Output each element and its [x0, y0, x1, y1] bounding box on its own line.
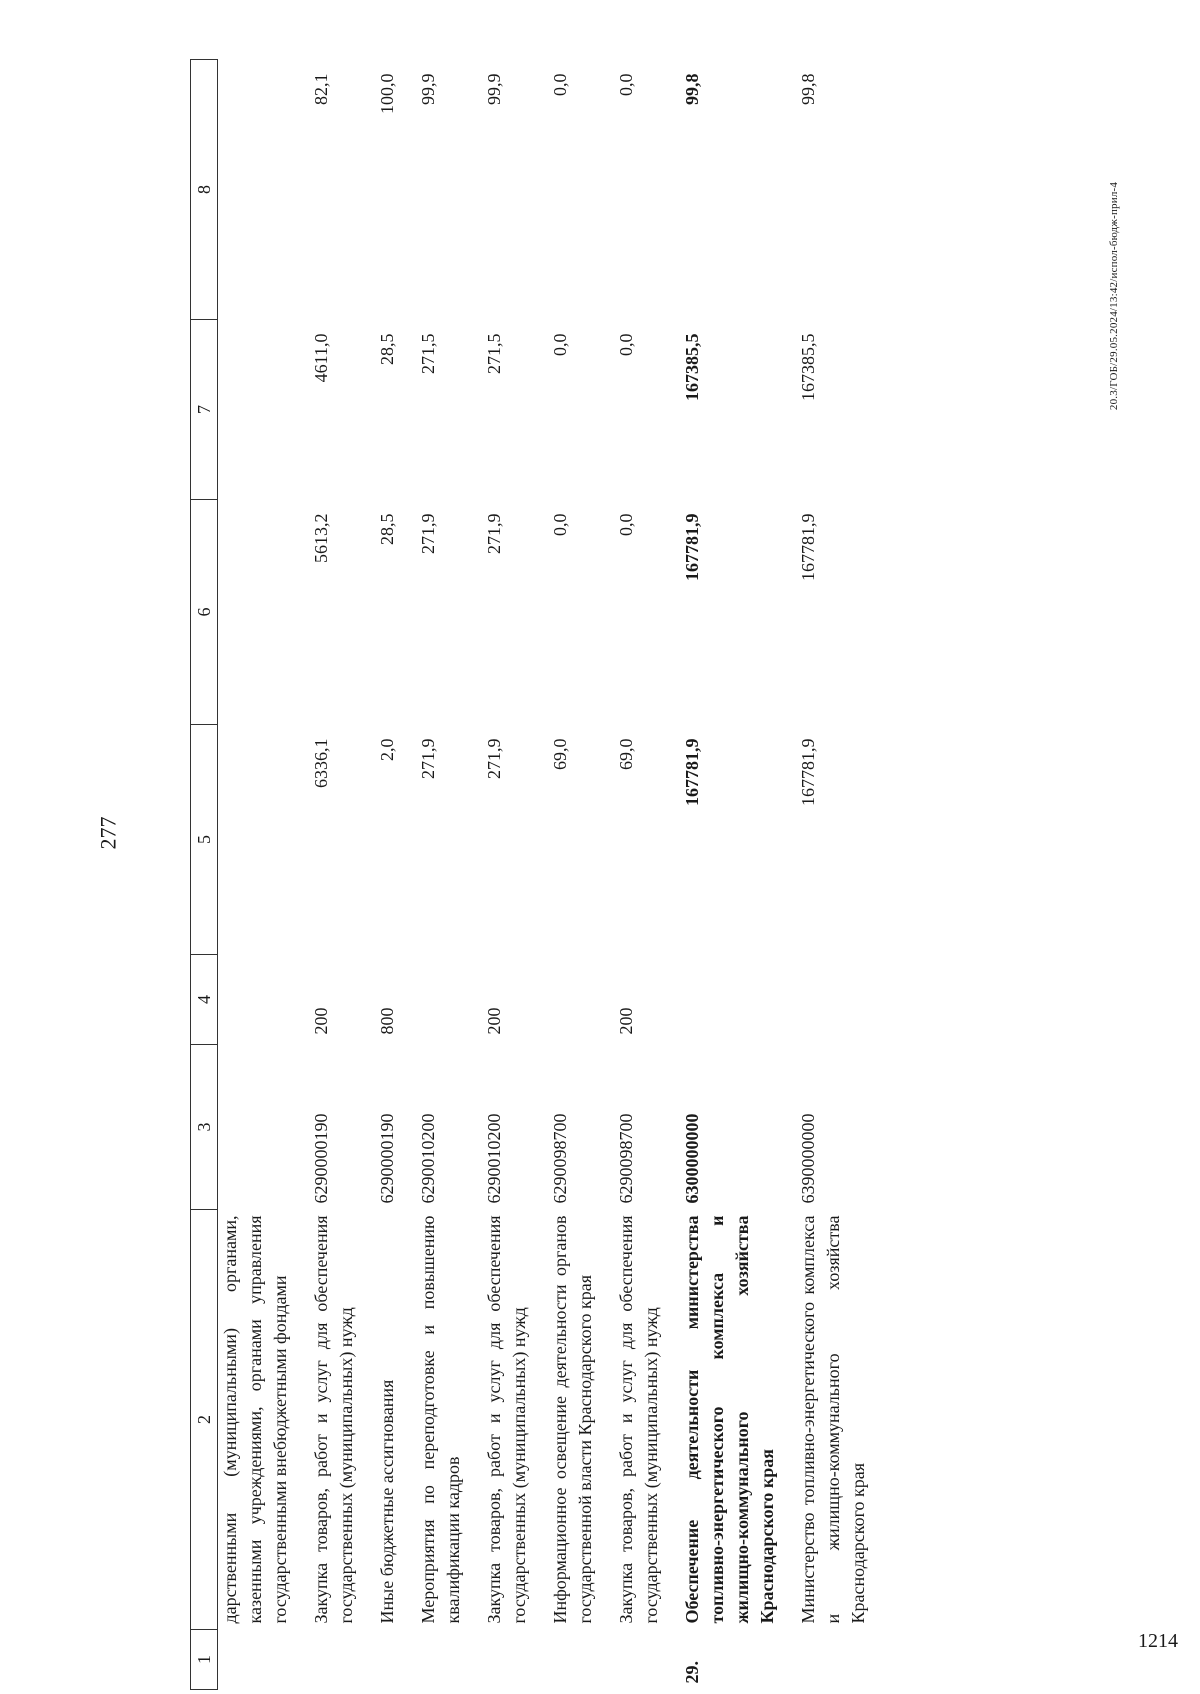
row-code: 6290000190: [377, 1113, 397, 1204]
row-description: Закупка товаров, работ и услуг для обеспечения государственных (муниципальных) нужд: [484, 1215, 529, 1624]
row-col-7: [218, 320, 304, 500]
table-row-section-total: [674, 60, 790, 1690]
header-col-5: 5: [191, 725, 218, 955]
row-expense-type: 200: [616, 1007, 636, 1035]
row-code: 6290098700: [550, 1113, 570, 1204]
row-expense-type: [410, 955, 476, 1045]
row-col-8: 99,8: [682, 73, 702, 105]
row-expense-type: [542, 955, 608, 1045]
row-col-7: 28,5: [377, 333, 397, 365]
row-col-6: 5613,2: [311, 513, 331, 563]
row-number: [369, 1630, 410, 1690]
header-row: [191, 60, 218, 1690]
row-col-5: 271,9: [484, 738, 504, 779]
table-row: [410, 60, 476, 1690]
row-col-8: 99,9: [418, 73, 438, 105]
row-col-6: 167781,9: [682, 513, 702, 581]
page-number-bottom: 1214: [1138, 1630, 1178, 1652]
row-expense-type: [674, 955, 790, 1045]
header-col-4: 4: [191, 955, 218, 1045]
rotated-table-area: [190, 60, 1200, 1690]
row-code: 6300000000: [682, 1113, 702, 1204]
table-row: [542, 60, 608, 1690]
header-col-8: 8: [191, 60, 218, 320]
row-col-7: 167385,5: [798, 333, 818, 401]
header-col-7: 7: [191, 320, 218, 500]
row-description: Обеспечение деятельности министерства топливно-энергетического комплекса и жилищно-коммунального хозяйства Краснодарского края: [682, 1215, 777, 1624]
row-col-8: 82,1: [311, 73, 331, 105]
table-wrapper: [190, 60, 1200, 1690]
row-number: [476, 1630, 542, 1690]
budget-table: [190, 59, 881, 1690]
row-col-8: 100,0: [377, 73, 397, 114]
table-body: [218, 60, 882, 1690]
row-code: 6290010200: [484, 1113, 504, 1204]
row-col-7: 0,0: [616, 333, 636, 356]
row-number: [542, 1630, 608, 1690]
row-expense-type: [790, 955, 881, 1045]
table-row: [476, 60, 542, 1690]
row-col-6: [218, 500, 304, 725]
row-description: Мероприятия по переподготовке и повышению квалификации кадров: [418, 1215, 463, 1624]
table-row: [218, 60, 304, 1690]
file-code-footer: 20.3/ГОБ/29.05.2024/13:42/испол-бюдж-прил-4: [1108, 181, 1121, 411]
table-row: [303, 60, 369, 1690]
row-number: [608, 1630, 674, 1690]
row-description: дарственными (муниципальными) органами, казенными учреждениями, органами управления государственными внебюджетными фондами: [220, 1215, 290, 1624]
row-col-8: 99,8: [798, 73, 818, 105]
row-col-7: 167385,5: [682, 333, 702, 401]
row-col-6: 167781,9: [798, 513, 818, 581]
header-col-1: 1: [191, 1630, 218, 1690]
row-code: [218, 1045, 304, 1210]
row-expense-type: 200: [484, 1007, 504, 1035]
page-number-top: 277: [95, 816, 121, 850]
row-number: [303, 1630, 369, 1690]
row-code: 6290010200: [418, 1113, 438, 1204]
row-col-5: 271,9: [418, 738, 438, 779]
row-col-5: 69,0: [550, 738, 570, 770]
row-col-5: [218, 725, 304, 955]
row-col-6: 0,0: [616, 513, 636, 536]
row-col-6: 271,9: [484, 513, 504, 554]
row-col-5: 167781,9: [798, 738, 818, 806]
row-col-6: 28,5: [377, 513, 397, 545]
row-description: Министерство топливно-энергетического комплекса и жилищно-коммунального хозяйства Краснодарского края: [798, 1215, 868, 1624]
row-col-6: 271,9: [418, 513, 438, 554]
row-col-8: 0,0: [616, 73, 636, 96]
row-col-5: 2,0: [377, 738, 397, 761]
header-col-2: 2: [191, 1210, 218, 1630]
row-col-8: [218, 60, 304, 320]
row-col-7: 271,5: [484, 333, 504, 374]
row-description: Закупка товаров, работ и услуг для обеспечения государственных (муниципальных) нужд: [311, 1215, 356, 1624]
table-header: [191, 60, 218, 1690]
row-col-5: 6336,1: [311, 738, 331, 788]
row-number: 29.: [682, 1661, 702, 1684]
row-col-5: 167781,9: [682, 738, 702, 806]
row-col-7: 4611,0: [311, 333, 331, 383]
row-col-8: 99,9: [484, 73, 504, 105]
row-col-6: 0,0: [550, 513, 570, 536]
row-col-5: 69,0: [616, 738, 636, 770]
row-code: 6290098700: [616, 1113, 636, 1204]
table-row: [608, 60, 674, 1690]
header-col-3: 3: [191, 1045, 218, 1210]
row-expense-type: 800: [377, 1007, 397, 1035]
row-expense-type: [218, 955, 304, 1045]
row-description: Информационное освещение деятельности органов государственной власти Краснодарского края: [550, 1215, 595, 1624]
header-col-6: 6: [191, 500, 218, 725]
row-code: 6390000000: [798, 1113, 818, 1204]
row-expense-type: 200: [311, 1007, 331, 1035]
table-row: [369, 60, 410, 1690]
row-col-7: 0,0: [550, 333, 570, 356]
row-number: [790, 1630, 881, 1690]
row-number: [410, 1630, 476, 1690]
row-col-7: 271,5: [418, 333, 438, 374]
row-description: Иные бюджетные ассигнования: [377, 1379, 397, 1624]
row-number: [218, 1630, 304, 1690]
table-row: [790, 60, 881, 1690]
row-code: 6290000190: [311, 1113, 331, 1204]
row-description: Закупка товаров, работ и услуг для обеспечения государственных (муниципальных) нужд: [616, 1215, 661, 1624]
row-col-8: 0,0: [550, 73, 570, 96]
